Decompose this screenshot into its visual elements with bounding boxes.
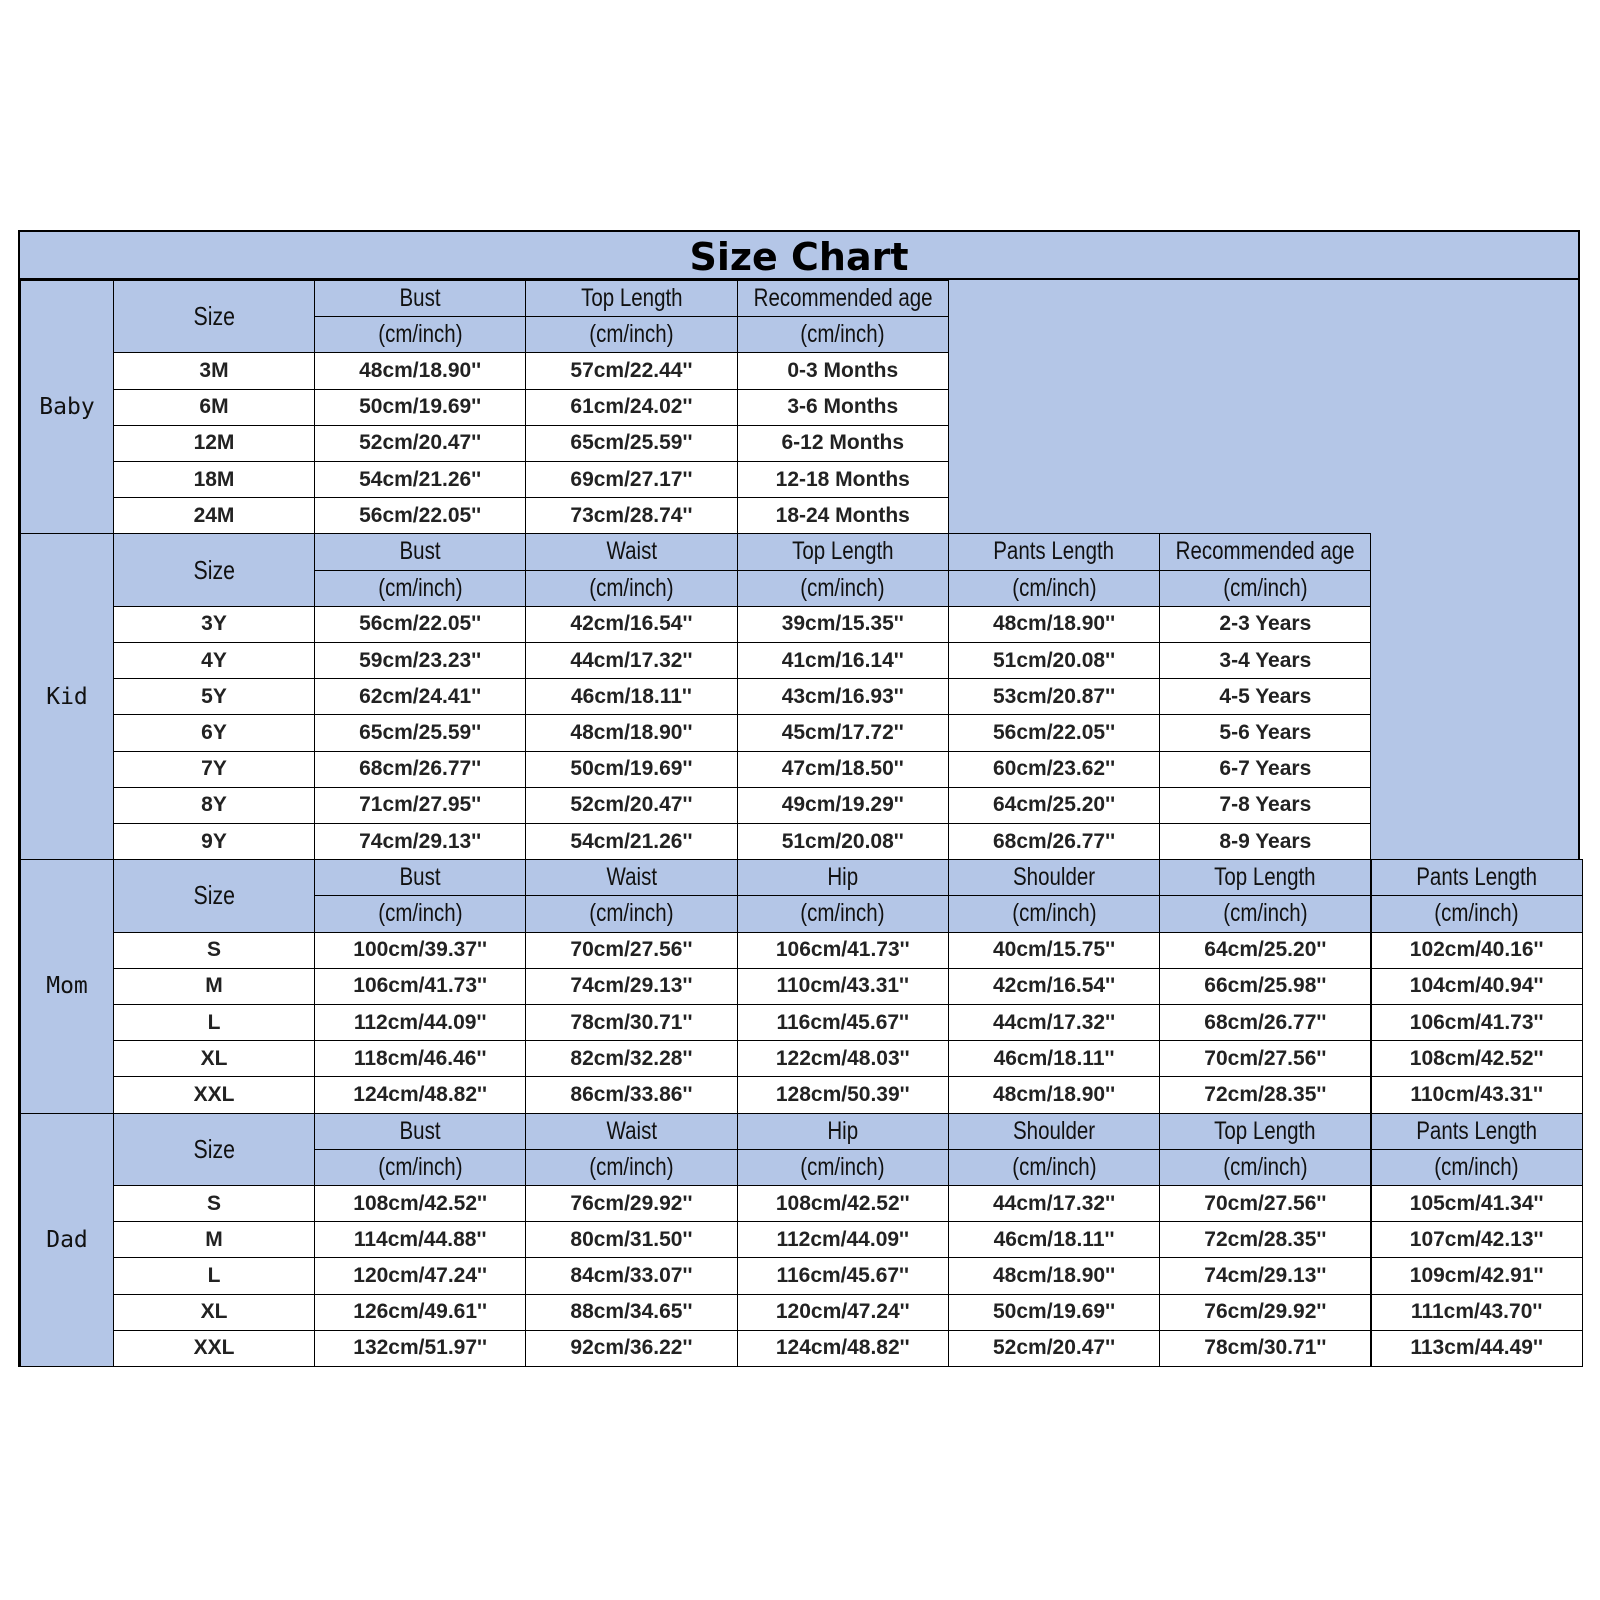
measurement-cell: 120cm/47.24'': [314, 1257, 526, 1294]
measurement-cell: 56cm/22.05'': [948, 714, 1160, 751]
measurement-cell: 49cm/19.29'': [737, 787, 949, 824]
size-value: 5Y: [113, 678, 315, 715]
measurement-cell: 59cm/23.23'': [314, 642, 526, 679]
unit-label: (cm/inch): [314, 895, 526, 932]
measurement-cell: 86cm/33.86'': [525, 1076, 737, 1113]
chart-title: Size Chart: [20, 232, 1578, 280]
measurement-cell: 8-9 Years: [1159, 823, 1371, 860]
measurement-cell: 112cm/44.09'': [737, 1221, 949, 1258]
group-label-baby: Baby: [20, 280, 114, 534]
unit-label: (cm/inch): [737, 895, 949, 932]
unit-label: (cm/inch): [737, 316, 949, 353]
size-value: 6M: [113, 389, 315, 426]
measurement-cell: 78cm/30.71'': [1159, 1330, 1371, 1367]
measurement-cell: 48cm/18.90'': [948, 606, 1160, 643]
measurement-cell: 48cm/18.90'': [314, 352, 526, 389]
measurement-cell: 0-3 Months: [737, 352, 949, 389]
unit-label: (cm/inch): [1371, 1149, 1583, 1186]
group-label-kid: Kid: [20, 533, 114, 860]
unit-label: (cm/inch): [948, 895, 1160, 932]
size-value: L: [113, 1004, 315, 1041]
size-value: XL: [113, 1294, 315, 1331]
size-chart-table: [18, 230, 1580, 1367]
column-header: Bust: [314, 859, 526, 896]
unit-label: (cm/inch): [525, 316, 737, 353]
measurement-cell: 61cm/24.02'': [525, 389, 737, 426]
measurement-cell: 106cm/41.73'': [314, 968, 526, 1005]
measurement-cell: 56cm/22.05'': [314, 606, 526, 643]
size-column-header: Size: [113, 859, 315, 932]
measurement-cell: 78cm/30.71'': [525, 1004, 737, 1041]
measurement-cell: 47cm/18.50'': [737, 751, 949, 788]
measurement-cell: 5-6 Years: [1159, 714, 1371, 751]
measurement-cell: 126cm/49.61'': [314, 1294, 526, 1331]
measurement-cell: 112cm/44.09'': [314, 1004, 526, 1041]
measurement-cell: 64cm/25.20'': [1159, 932, 1371, 969]
measurement-cell: 70cm/27.56'': [1159, 1185, 1371, 1222]
measurement-cell: 92cm/36.22'': [525, 1330, 737, 1367]
column-header: Top Length: [1159, 1113, 1371, 1150]
size-value: M: [113, 968, 315, 1005]
measurement-cell: 4-5 Years: [1159, 678, 1371, 715]
measurement-cell: 104cm/40.94'': [1371, 968, 1583, 1005]
size-value: 6Y: [113, 714, 315, 751]
size-value: 24M: [113, 497, 315, 534]
measurement-cell: 3-6 Months: [737, 389, 949, 426]
unit-label: (cm/inch): [314, 570, 526, 607]
measurement-cell: 108cm/42.52'': [1371, 1040, 1583, 1077]
unit-label: (cm/inch): [948, 1149, 1160, 1186]
column-header: Shoulder: [948, 859, 1160, 896]
unit-label: (cm/inch): [1159, 1149, 1371, 1186]
size-value: 9Y: [113, 823, 315, 860]
measurement-cell: 41cm/16.14'': [737, 642, 949, 679]
measurement-cell: 42cm/16.54'': [948, 968, 1160, 1005]
measurement-cell: 50cm/19.69'': [948, 1294, 1160, 1331]
column-header: Waist: [525, 859, 737, 896]
measurement-cell: 110cm/43.31'': [1371, 1076, 1583, 1113]
unit-label: (cm/inch): [1159, 895, 1371, 932]
measurement-cell: 64cm/25.20'': [948, 787, 1160, 824]
measurement-cell: 66cm/25.98'': [1159, 968, 1371, 1005]
measurement-cell: 51cm/20.08'': [737, 823, 949, 860]
measurement-cell: 52cm/20.47'': [525, 787, 737, 824]
measurement-cell: 52cm/20.47'': [948, 1330, 1160, 1367]
measurement-cell: 88cm/34.65'': [525, 1294, 737, 1331]
measurement-cell: 48cm/18.90'': [948, 1257, 1160, 1294]
unit-label: (cm/inch): [1371, 895, 1583, 932]
measurement-cell: 132cm/51.97'': [314, 1330, 526, 1367]
measurement-cell: 56cm/22.05'': [314, 497, 526, 534]
size-column-header: Size: [113, 1113, 315, 1186]
column-header: Recommended age: [1159, 533, 1371, 570]
measurement-cell: 65cm/25.59'': [525, 425, 737, 462]
measurement-cell: 128cm/50.39'': [737, 1076, 949, 1113]
size-column-header: Size: [113, 280, 315, 353]
measurement-cell: 124cm/48.82'': [737, 1330, 949, 1367]
column-header: Top Length: [737, 533, 949, 570]
unit-label: (cm/inch): [525, 1149, 737, 1186]
size-value: 4Y: [113, 642, 315, 679]
measurement-cell: 76cm/29.92'': [1159, 1294, 1371, 1331]
unit-label: (cm/inch): [737, 1149, 949, 1186]
size-value: M: [113, 1221, 315, 1258]
measurement-cell: 114cm/44.88'': [314, 1221, 526, 1258]
size-value: XXL: [113, 1330, 315, 1367]
size-value: 7Y: [113, 751, 315, 788]
measurement-cell: 100cm/39.37'': [314, 932, 526, 969]
measurement-cell: 106cm/41.73'': [1371, 1004, 1583, 1041]
measurement-cell: 124cm/48.82'': [314, 1076, 526, 1113]
measurement-cell: 46cm/18.11'': [948, 1040, 1160, 1077]
size-value: 12M: [113, 425, 315, 462]
measurement-cell: 71cm/27.95'': [314, 787, 526, 824]
unit-label: (cm/inch): [525, 570, 737, 607]
measurement-cell: 2-3 Years: [1159, 606, 1371, 643]
measurement-cell: 60cm/23.62'': [948, 751, 1160, 788]
measurement-cell: 54cm/21.26'': [314, 461, 526, 498]
unit-label: (cm/inch): [1159, 570, 1371, 607]
column-header: Waist: [525, 533, 737, 570]
measurement-cell: 12-18 Months: [737, 461, 949, 498]
column-header: Pants Length: [1371, 859, 1583, 896]
column-header: Pants Length: [1371, 1113, 1583, 1150]
measurement-cell: 65cm/25.59'': [314, 714, 526, 751]
size-value: S: [113, 1185, 315, 1222]
measurement-cell: 106cm/41.73'': [737, 932, 949, 969]
measurement-cell: 73cm/28.74'': [525, 497, 737, 534]
size-value: 8Y: [113, 787, 315, 824]
measurement-cell: 51cm/20.08'': [948, 642, 1160, 679]
measurement-cell: 50cm/19.69'': [525, 751, 737, 788]
group-label-dad: Dad: [20, 1113, 114, 1367]
measurement-cell: 84cm/33.07'': [525, 1257, 737, 1294]
measurement-cell: 113cm/44.49'': [1371, 1330, 1583, 1367]
unit-label: (cm/inch): [948, 570, 1160, 607]
measurement-cell: 48cm/18.90'': [948, 1076, 1160, 1113]
measurement-cell: 68cm/26.77'': [314, 751, 526, 788]
measurement-cell: 42cm/16.54'': [525, 606, 737, 643]
measurement-cell: 46cm/18.11'': [948, 1221, 1160, 1258]
column-header: Bust: [314, 533, 526, 570]
measurement-cell: 6-12 Months: [737, 425, 949, 462]
column-header: Bust: [314, 280, 526, 317]
measurement-cell: 69cm/27.17'': [525, 461, 737, 498]
measurement-cell: 46cm/18.11'': [525, 678, 737, 715]
measurement-cell: 82cm/32.28'': [525, 1040, 737, 1077]
measurement-cell: 3-4 Years: [1159, 642, 1371, 679]
column-header: Top Length: [1159, 859, 1371, 896]
measurement-cell: 54cm/21.26'': [525, 823, 737, 860]
measurement-cell: 68cm/26.77'': [948, 823, 1160, 860]
measurement-cell: 118cm/46.46'': [314, 1040, 526, 1077]
measurement-cell: 108cm/42.52'': [314, 1185, 526, 1222]
size-value: 3Y: [113, 606, 315, 643]
measurement-cell: 74cm/29.13'': [525, 968, 737, 1005]
measurement-cell: 74cm/29.13'': [1159, 1257, 1371, 1294]
column-header: Shoulder: [948, 1113, 1160, 1150]
measurement-cell: 80cm/31.50'': [525, 1221, 737, 1258]
size-value: XL: [113, 1040, 315, 1077]
size-value: XXL: [113, 1076, 315, 1113]
measurement-cell: 122cm/48.03'': [737, 1040, 949, 1077]
column-header: Pants Length: [948, 533, 1160, 570]
measurement-cell: 18-24 Months: [737, 497, 949, 534]
measurement-cell: 72cm/28.35'': [1159, 1221, 1371, 1258]
measurement-cell: 44cm/17.32'': [948, 1185, 1160, 1222]
measurement-cell: 44cm/17.32'': [948, 1004, 1160, 1041]
measurement-cell: 76cm/29.92'': [525, 1185, 737, 1222]
column-header: Bust: [314, 1113, 526, 1150]
measurement-cell: 45cm/17.72'': [737, 714, 949, 751]
measurement-cell: 39cm/15.35'': [737, 606, 949, 643]
measurement-cell: 107cm/42.13'': [1371, 1221, 1583, 1258]
measurement-cell: 6-7 Years: [1159, 751, 1371, 788]
measurement-cell: 102cm/40.16'': [1371, 932, 1583, 969]
measurement-cell: 110cm/43.31'': [737, 968, 949, 1005]
unit-label: (cm/inch): [737, 570, 949, 607]
measurement-cell: 74cm/29.13'': [314, 823, 526, 860]
measurement-cell: 70cm/27.56'': [525, 932, 737, 969]
measurement-cell: 68cm/26.77'': [1159, 1004, 1371, 1041]
measurement-cell: 48cm/18.90'': [525, 714, 737, 751]
measurement-cell: 57cm/22.44'': [525, 352, 737, 389]
size-column-header: Size: [113, 533, 315, 606]
measurement-cell: 43cm/16.93'': [737, 678, 949, 715]
column-header: Waist: [525, 1113, 737, 1150]
measurement-cell: 108cm/42.52'': [737, 1185, 949, 1222]
measurement-cell: 109cm/42.91'': [1371, 1257, 1583, 1294]
size-value: L: [113, 1257, 315, 1294]
group-label-mom: Mom: [20, 859, 114, 1113]
measurement-cell: 40cm/15.75'': [948, 932, 1160, 969]
size-value: S: [113, 932, 315, 969]
column-header: Hip: [737, 859, 949, 896]
measurement-cell: 116cm/45.67'': [737, 1004, 949, 1041]
measurement-cell: 111cm/43.70'': [1371, 1294, 1583, 1331]
measurement-cell: 62cm/24.41'': [314, 678, 526, 715]
measurement-cell: 50cm/19.69'': [314, 389, 526, 426]
size-value: 3M: [113, 352, 315, 389]
unit-label: (cm/inch): [314, 316, 526, 353]
column-header: Hip: [737, 1113, 949, 1150]
measurement-cell: 105cm/41.34'': [1371, 1185, 1583, 1222]
measurement-cell: 7-8 Years: [1159, 787, 1371, 824]
unit-label: (cm/inch): [525, 895, 737, 932]
measurement-cell: 44cm/17.32'': [525, 642, 737, 679]
size-value: 18M: [113, 461, 315, 498]
measurement-cell: 120cm/47.24'': [737, 1294, 949, 1331]
measurement-cell: 72cm/28.35'': [1159, 1076, 1371, 1113]
column-header: Recommended age: [737, 280, 949, 317]
measurement-cell: 116cm/45.67'': [737, 1257, 949, 1294]
column-header: Top Length: [525, 280, 737, 317]
measurement-cell: 53cm/20.87'': [948, 678, 1160, 715]
measurement-cell: 52cm/20.47'': [314, 425, 526, 462]
unit-label: (cm/inch): [314, 1149, 526, 1186]
measurement-cell: 70cm/27.56'': [1159, 1040, 1371, 1077]
